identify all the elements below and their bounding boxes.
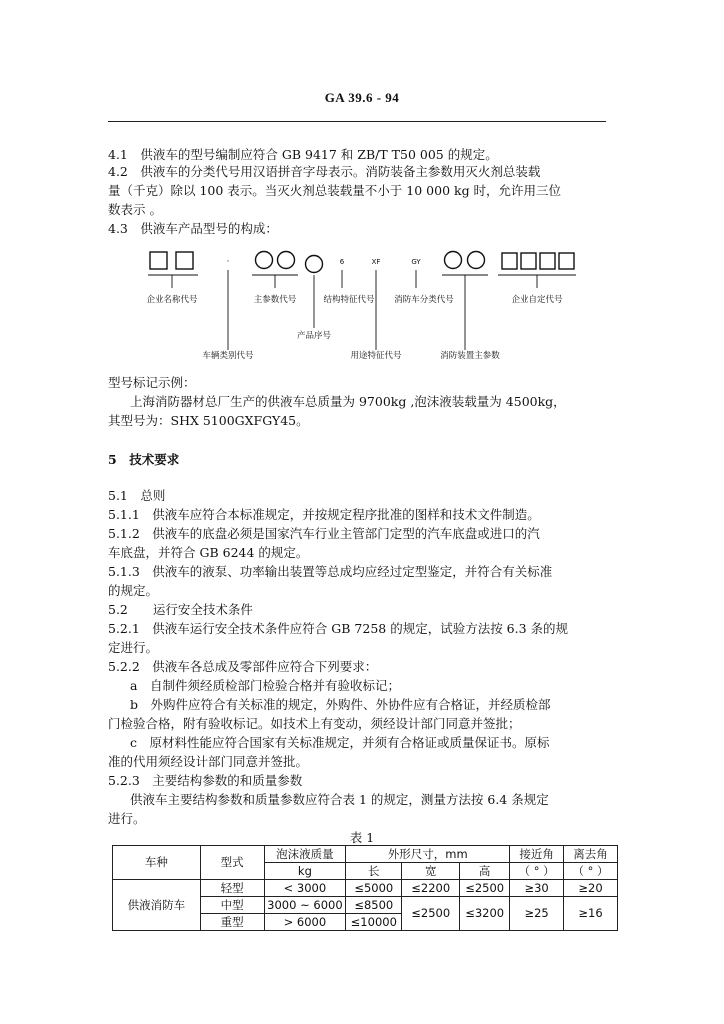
model-structure-diagram (140, 248, 600, 368)
clause-5-2-3: 5.2.3 主要结构参数的和质量参数 (108, 773, 303, 788)
product-seq-circle (306, 256, 323, 273)
clause-4-2-line2: 量（千克）除以 100 表示。当灭火剂总装载量不小于 10 000 kg 时，允许用三位 (108, 183, 562, 198)
header-foam: 泡沫液质量 (264, 846, 346, 863)
clause-5-2-3-para-line2: 进行。 (108, 811, 146, 826)
clause-5-2-2-b-line1: b 外购件应符合有关标准的规定，外购件、外协件应有合格证，并经质检部 (130, 697, 551, 712)
cell-width-merged: ≤2500 (402, 897, 460, 931)
label-product-seq: 产品序号 (296, 331, 332, 341)
header-rule (108, 121, 606, 122)
header-approach-unit: （ ° ） (510, 863, 564, 880)
clause-5-2-2-b-line2: 门检验合格，附有验收标记。如技术上有变动，须经设计部门同意并签批； (108, 716, 521, 731)
clause-4-1: 4.1 供液车的型号编制应符合 GB 9417 和 ZB/T T50 005 的规定。 (108, 147, 498, 162)
label-company: 企业名称代号 (146, 295, 198, 305)
company-box-2 (176, 252, 193, 269)
header-foam-unit: kg (264, 863, 346, 880)
cell-approach: ≥30 (510, 880, 564, 897)
clause-4-3: 4.3 供液车产品型号的构成： (108, 221, 278, 236)
custom-box-1 (502, 253, 517, 269)
clause-5-2: 5.2 运行安全技术条件 (108, 602, 253, 617)
main-param-circle-2 (278, 252, 295, 269)
parameter-table (112, 845, 618, 931)
label-custom: 企业自定代号 (511, 295, 563, 305)
clause-5-1-2-line1: 5.1.2 供液车的底盘必须是国家汽车行业主管部门定型的汽车底盘或进口的汽 (108, 526, 540, 541)
six-mark: 6 (339, 258, 345, 266)
custom-box-4 (559, 253, 574, 269)
clause-5-2-2-c-line2: 准的代用须经设计部门同意并签批。 (108, 754, 309, 769)
xf-mark: XF (371, 258, 381, 266)
cell-foam: < 3000 (264, 880, 346, 897)
clause-5-2-2: 5.2.2 供液车各总成及零部件应符合下列要求： (108, 659, 378, 674)
header-kind: 车种 (113, 846, 201, 880)
clause-5-2-2-c-line1: c 原材料性能应符合国家有关标准规定，并须有合格证或质量保证书。原标 (130, 735, 550, 750)
cell-approach-merged: ≥25 (510, 897, 564, 931)
cell-departure-merged: ≥16 (564, 897, 618, 931)
standard-code-header: GA 39.6 - 94 (324, 90, 400, 105)
header-length: 长 (346, 863, 402, 880)
label-vehicle-class: 车辆类别代号 (202, 351, 254, 361)
cell-type: 轻型 (200, 880, 264, 897)
clause-5-1-3-line1: 5.1.3 供液车的液泵、功率输出装置等总成均应经过定型鉴定，并符合有关标准 (108, 564, 553, 579)
cell-length: ≤5000 (346, 880, 402, 897)
cell-vehicle: 供液消防车 (113, 880, 201, 931)
label-fire-class: 消防车分类代号 (394, 295, 454, 305)
fire-param-circle-1 (445, 252, 462, 269)
fire-param-circle-2 (468, 252, 485, 269)
example-line2: 其型号为：SHX 5100GXFGY45。 (108, 413, 309, 428)
table-row (113, 880, 618, 897)
cell-foam: 3000 ~ 6000 (264, 897, 346, 914)
clause-5-2-1-line1: 5.2.1 供液车运行安全技术条件应符合 GB 7258 的规定，试验方法按 6.3 条的规 (108, 621, 569, 636)
table-header-row-1 (113, 846, 618, 863)
clause-5-1-3-line2: 的规定。 (108, 583, 159, 598)
label-structure: 结构特征代号 (323, 295, 375, 305)
gy-mark: GY (411, 258, 421, 266)
cell-length: ≤8500 (346, 897, 402, 914)
cell-width: ≤2200 (402, 880, 460, 897)
label-main-param: 主参数代号 (253, 295, 297, 305)
company-box-1 (150, 252, 167, 269)
cell-type: 中型 (200, 897, 264, 914)
clause-5-2-2-a: a 自制件须经质检部门检验合格并有验收标记； (130, 678, 400, 693)
dot-mark: · (226, 257, 230, 267)
cell-foam: > 6000 (264, 914, 346, 931)
example-line1: 上海消防器材总厂生产的供液车总质量为 9700kg ,泡沫液装载量为 4500kg， (130, 394, 566, 409)
header-type: 型式 (200, 846, 264, 880)
label-fire-param: 消防装置主参数 (440, 351, 500, 361)
cell-length: ≤10000 (346, 914, 402, 931)
header-dims: 外形尺寸，mm (346, 846, 510, 863)
clause-5-1: 5.1 总则 (108, 488, 166, 503)
section-5-heading: 5 技术要求 (108, 452, 180, 467)
header-departure: 离去角 (564, 846, 618, 863)
clause-5-2-3-para-line1: 供液车主要结构参数和质量参数应符合表 1 的规定，测量方法按 6.4 条规定 (130, 792, 549, 807)
header-height: 高 (460, 863, 510, 880)
custom-box-3 (540, 253, 555, 269)
main-param-circle-1 (256, 252, 273, 269)
cell-height: ≤2500 (460, 880, 510, 897)
header-width: 宽 (402, 863, 460, 880)
table-caption: 表 1 (349, 830, 375, 845)
custom-box-2 (521, 253, 536, 269)
label-usage: 用途特征代号 (350, 351, 402, 361)
header-departure-unit: （ ° ） (564, 863, 618, 880)
cell-height-merged: ≤3200 (460, 897, 510, 931)
cell-departure: ≥20 (564, 880, 618, 897)
clause-5-1-2-line2: 车底盘，并符合 GB 6244 的规定。 (108, 545, 309, 560)
cell-type: 重型 (200, 914, 264, 931)
clause-5-2-1-line2: 定进行。 (108, 640, 159, 655)
header-approach: 接近角 (510, 846, 564, 863)
example-title: 型号标记示例： (108, 375, 196, 390)
clause-5-1-1: 5.1.1 供液车应符合本标准规定，并按规定程序批准的图样和技术文件制造。 (108, 507, 540, 522)
clause-4-2-line3: 数表示 。 (108, 202, 162, 217)
clause-4-2-line1: 4.2 供液车的分类代号用汉语拼音字母表示。消防装备主参数用灭火剂总装载 (108, 164, 541, 179)
